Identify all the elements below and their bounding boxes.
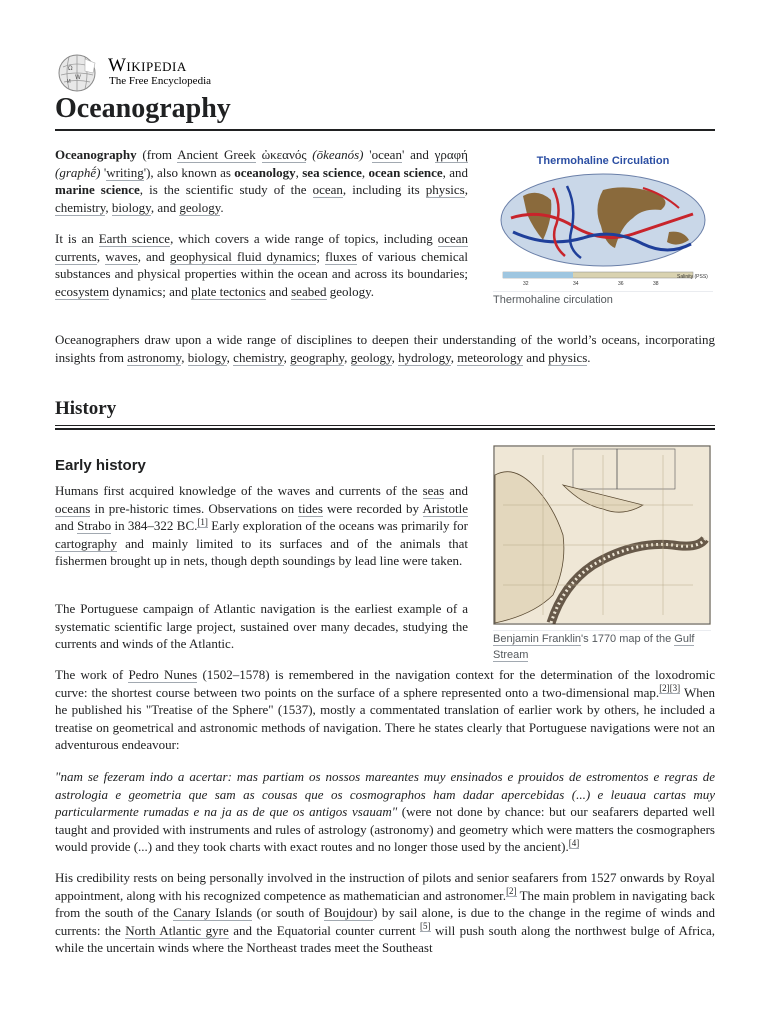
text: and mainly limited to its surfaces and of the animals that fishermen brought up in nets, though depth soundings by lead line were taken.	[55, 535, 468, 568]
link-geophysical-fluid-dynamics[interactable]: geophysical fluid dynamics	[169, 248, 317, 264]
text: dynamics; and	[109, 283, 192, 299]
link-writing[interactable]: writing	[106, 164, 144, 180]
link-biology[interactable]: biology	[187, 349, 227, 365]
text: and	[55, 518, 78, 533]
legend-tick-32: 32	[523, 281, 529, 286]
link-earth-science[interactable]: Earth science	[98, 231, 171, 246]
link-geography[interactable]: geography	[290, 349, 345, 365]
figure-caption	[493, 631, 711, 663]
link-chemistry[interactable]: chemistry	[233, 349, 284, 365]
text: in pre-historic times. Observations on	[90, 500, 299, 516]
link-cartography[interactable]: cartography	[55, 535, 118, 551]
text: , and	[137, 248, 170, 264]
text: The work of	[55, 667, 129, 682]
link-canary-islands[interactable]: Canary Islands	[173, 905, 253, 920]
early-history-paragraph-2: The Portuguese campaign of Atlantic navigation is the earliest example of a systematic scientific large project, sustained over many decades, studying the currents and winds of the Atlantic.	[55, 601, 468, 651]
link-ocean[interactable]: ocean	[312, 182, 343, 197]
text: ,	[344, 349, 351, 365]
link-ancient-greek[interactable]: Ancient Greek	[177, 147, 256, 162]
text: (1502–1578) is remembered in the navigation context for the determination of the loxodromic curve: the shortest course between two points on the surface of a sphere represented onto a two-dimensional map.	[55, 667, 716, 700]
legend-label: Salinity (PSS)	[677, 274, 708, 280]
intro-paragraph-1	[55, 146, 468, 216]
link-plate-tectonics[interactable]: plate tectonics	[191, 283, 266, 299]
text: , which covers a wide range of topics, including	[170, 231, 438, 246]
text: ,	[96, 248, 106, 264]
link-strabo[interactable]: Strabo	[77, 518, 112, 533]
text: ;	[316, 248, 326, 264]
text: '	[363, 147, 372, 162]
svg-text:W: W	[75, 74, 81, 81]
citation[interactable]	[506, 886, 517, 897]
page-title: Oceanography	[55, 92, 715, 131]
svg-text:И: И	[67, 79, 71, 85]
text: were recorded by	[322, 500, 423, 516]
link-boujdour[interactable]: Boujdour	[323, 905, 374, 920]
bold-term: oceanology	[234, 164, 296, 180]
figure-caption: Thermohaline circulation	[493, 294, 613, 306]
text: (were not done by chance: but our seafarers departed well taught and provided with instruments and rules of astrology (astronomy) and geometry which were matters the cosmographers would provide (...) and they took charts with exact routes and no longer those used by the ancient).	[55, 804, 715, 854]
text: ,	[283, 349, 291, 365]
link-geology[interactable]: geology	[350, 349, 392, 365]
subsection-heading-early-history: Early history	[55, 457, 146, 474]
wordmark: Wikipedia	[108, 55, 187, 76]
citation-link[interactable]: [2]	[506, 886, 517, 897]
link-pedro-nunes[interactable]: Pedro Nunes	[128, 667, 198, 682]
link-tides[interactable]: tides	[298, 500, 323, 516]
link-oceans[interactable]: oceans	[55, 500, 91, 516]
figure-thermohaline	[493, 148, 713, 308]
text: ,	[391, 349, 399, 365]
text: When he published his "Treatise of the Sphere" (1537), mostly a commentated translation of earlier work by others, he included a treatise on geometrical and astronomic methods of navigation. There he states clearly that Portuguese navigations were not an adventurous endeavour:	[55, 684, 715, 752]
text: , including its	[342, 182, 426, 197]
text: '), also known as	[143, 164, 235, 180]
text: and the Equatorial counter current	[228, 922, 421, 938]
text: '	[100, 164, 107, 180]
text: It is an	[55, 231, 99, 246]
heading-rule	[55, 428, 715, 430]
link-fluxes[interactable]: fluxes	[325, 248, 357, 264]
link-seabed[interactable]: seabed	[291, 283, 327, 299]
text: , and	[150, 199, 180, 215]
link-ecosystem[interactable]: ecosystem	[55, 283, 110, 299]
early-history-paragraph-3	[55, 666, 715, 754]
wikipedia-globe-icon	[55, 53, 99, 93]
text: ,	[295, 164, 303, 180]
transliteration: (graphḗ)	[55, 164, 101, 180]
bold-term: sea science	[302, 164, 362, 180]
citation-link[interactable]: [2]	[659, 683, 670, 694]
link-chemistry[interactable]: chemistry	[55, 199, 106, 215]
text: ,	[361, 164, 369, 180]
legend-tick-34: 34	[573, 281, 579, 286]
thermohaline-map-image[interactable]	[493, 148, 713, 286]
citation[interactable]	[659, 683, 680, 694]
early-history-paragraph-4	[55, 768, 715, 856]
bold-term: ocean science	[368, 164, 443, 180]
text: .	[220, 199, 224, 215]
intro-paragraph-3	[55, 331, 715, 366]
text: and	[444, 483, 468, 498]
site-logo[interactable]	[55, 53, 355, 93]
text: will push south along the northwest bulge of Africa, while the uncertain winds where the Northeast trades meet the Southeast	[55, 922, 715, 955]
text: His credibility rests on being personally involved in the instruction of pilots and senior seafarers from 1527 onwards by Royal appointment, along with his recognized competence as mathematician and astronomer.	[55, 870, 715, 903]
link-waves[interactable]: waves	[105, 248, 138, 264]
link-ocean-wikt[interactable]: ocean	[371, 147, 402, 162]
tagline: The Free Encyclopedia	[109, 75, 212, 87]
link-biology[interactable]: biology	[111, 199, 151, 215]
text: and	[523, 349, 549, 365]
legend-tick-36: 36	[618, 281, 624, 286]
text: ' and	[401, 147, 435, 162]
intro-paragraph-2	[55, 230, 468, 300]
transliteration: (ōkeanós)	[312, 147, 364, 162]
text: of various chemical substances and physical properties within the ocean and across its boundaries;	[55, 248, 469, 281]
link-graphe[interactable]: γραφή	[434, 147, 468, 162]
link-physics[interactable]: physics	[548, 349, 588, 365]
svg-text:Ω: Ω	[68, 65, 73, 72]
text: (from	[136, 147, 178, 162]
text: ,	[105, 199, 112, 215]
link-aristotle[interactable]: Aristotle	[422, 500, 468, 516]
text: in 384–322 BC.	[111, 518, 198, 533]
link-benjamin-franklin[interactable]: Benjamin Franklin	[493, 633, 582, 645]
link-meteorology[interactable]: meteorology	[457, 349, 523, 365]
link-physics[interactable]: physics	[425, 182, 465, 197]
portuguese-quote: "nam se fezeram indo a acertar: mas partiam os nossos mareantes muy ensinados e prouidos de estromentos e regras de astrologia e geometria que sam as cousas que os cosmographos ham dadar apercebidas (...) e leuaua cartas muy particularmente rumadas e na ja as de que os antigos vsauam"	[55, 769, 715, 819]
early-history-paragraph-1	[55, 482, 468, 570]
link-ocean-currents[interactable]: ocean currents	[55, 231, 468, 264]
figure-franklin-map	[493, 445, 711, 663]
citation[interactable]	[569, 838, 580, 849]
link-astronomy[interactable]: astronomy	[127, 349, 182, 365]
bold-term: Oceanography	[55, 147, 137, 162]
citation-link[interactable]: [5]	[420, 921, 431, 932]
map-title: Thermohaline Circulation	[536, 155, 670, 167]
text: Oceanographers draw upon a wide range of disciplines to deepen their understanding of the world’s oceans, incorporating insights from	[55, 332, 715, 365]
link-okeanos[interactable]: ὠκεανός	[261, 147, 307, 162]
text: Humans first acquired knowledge of the waves and currents of the	[55, 483, 423, 498]
text	[256, 147, 262, 162]
text: ,	[181, 349, 188, 365]
text: 's 1770 map of the	[581, 633, 675, 645]
text: , and	[442, 164, 469, 180]
link-hydrology[interactable]: hydrology	[398, 349, 451, 365]
citation-link[interactable]: [1]	[197, 516, 208, 527]
text: and	[265, 283, 292, 299]
text: .	[587, 349, 591, 365]
legend-tick-38: 38	[653, 281, 659, 286]
gulf-stream-map-image[interactable]	[493, 445, 711, 625]
text: The main problem in navigating back from the south of the	[55, 887, 715, 920]
bold-term: marine science	[55, 182, 140, 197]
link-gulf-stream[interactable]: Gulf Stream	[493, 633, 695, 661]
citation-link[interactable]: [4]	[568, 837, 580, 848]
text: , is the scientific study of the	[139, 182, 313, 197]
text: ) by sail alone, is due to the change in the regime of winds and currents: the	[55, 905, 715, 938]
text: Early exploration of the oceans was primarily for	[207, 518, 468, 533]
link-geology[interactable]: geology	[179, 199, 221, 215]
early-history-paragraph-5	[55, 869, 715, 957]
section-heading-history: History	[55, 396, 715, 426]
citation[interactable]	[197, 517, 208, 528]
text: ,	[450, 349, 458, 365]
citation[interactable]	[420, 921, 431, 932]
citation-link[interactable]: [3]	[669, 683, 681, 694]
text: geology.	[326, 283, 375, 299]
text: ,	[226, 349, 234, 365]
text: (or south of	[252, 905, 324, 920]
link-north-atlantic-gyre[interactable]: North Atlantic gyre	[125, 922, 229, 938]
link-seas[interactable]: seas	[422, 483, 445, 498]
text: ,	[464, 182, 468, 197]
